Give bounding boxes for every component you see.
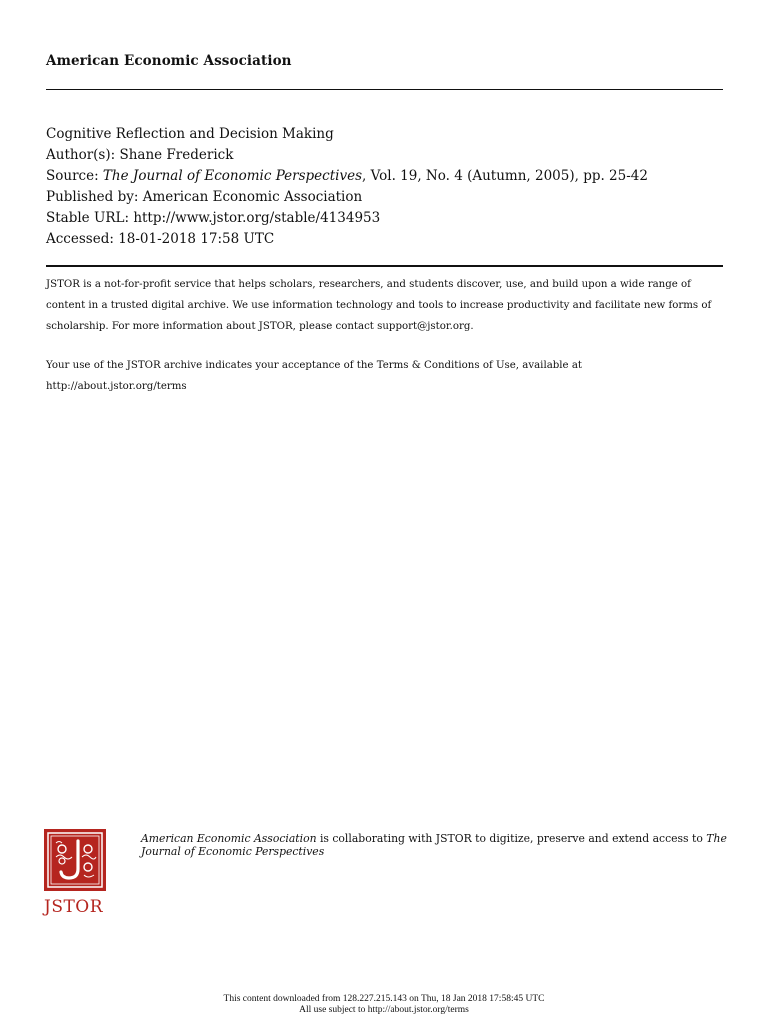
stable-url-line [46, 208, 648, 229]
top-divider [46, 89, 723, 90]
article-metadata [46, 124, 648, 250]
source-label: Source: [46, 168, 103, 184]
published-by-value: American Economic Association [142, 189, 363, 205]
stable-url-label: Stable URL: [46, 210, 134, 226]
source-details: , Vol. 19, No. 4 (Autumn, 2005), pp. 25-42 [362, 168, 648, 184]
jstor-notice-paragraph: JSTOR is a not-for-profit service that helps scholars, researchers, and students discover, use, and build upon a wide range of content in a trusted digital archive. We use information technology and tools to increase productivity and facilitate new forms of scholarship. For more information about JSTOR, please contact support@jstor.org. [46, 279, 712, 332]
accessed-line [46, 229, 648, 250]
article-title: Cognitive Reflection and Decision Making [46, 126, 334, 142]
collaboration-publisher: American Economic Association [141, 832, 317, 845]
source-line [46, 166, 648, 187]
source-journal: The Journal of Economic Perspectives [102, 168, 363, 184]
published-by-line [46, 187, 648, 208]
jstor-emblem-icon [44, 829, 106, 891]
footer-terms-line: All use subject to http://about.jstor.org/terms [299, 1005, 469, 1015]
section-divider [46, 265, 723, 267]
published-by-label: Published by: [46, 189, 143, 205]
author-name: Shane Frederick [119, 147, 234, 163]
download-footer [0, 994, 768, 1016]
author-label: Author(s): [46, 147, 120, 163]
footer-download-line: This content downloaded from 128.227.215.143 on Thu, 18 Jan 2018 17:58:45 UTC [223, 994, 545, 1004]
jstor-wordmark: JSTOR [44, 897, 104, 917]
collaboration-statement [141, 832, 731, 858]
accessed-value: 18-01-2018 17:58 UTC [118, 231, 275, 247]
stable-url-link[interactable]: http://www.jstor.org/stable/4134953 [133, 210, 381, 226]
jstor-logo [44, 829, 108, 917]
accessed-label: Accessed: [46, 231, 119, 247]
collaboration-journal: The Journal of Economic Perspectives [141, 832, 727, 858]
publisher-heading: American Economic Association [46, 53, 292, 69]
author-line [46, 145, 648, 166]
collaboration-text: is collaborating with JSTOR to digitize, preserve and extend access to [316, 832, 707, 845]
terms-notice-paragraph: Your use of the JSTOR archive indicates your acceptance of the Terms & Conditions of Use, available at http://about.jstor.org/terms [46, 360, 582, 392]
jstor-emblem-graphic [44, 829, 106, 891]
